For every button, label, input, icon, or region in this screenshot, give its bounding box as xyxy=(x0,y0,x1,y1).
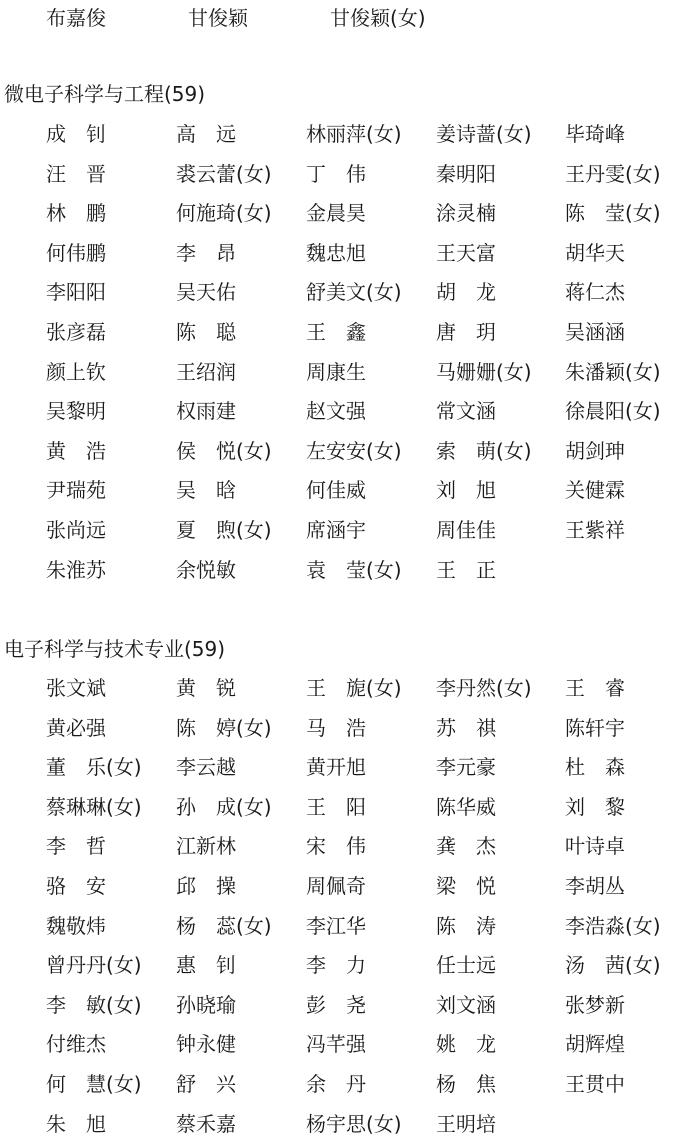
name-cell: 冯芊强 xyxy=(306,1032,366,1057)
name-cell: 蔡琳琳(女) xyxy=(46,794,142,819)
name-cell: 苏 祺 xyxy=(436,715,496,740)
name-cell: 王天富 xyxy=(436,240,496,265)
name-cell: 甘俊颖(女) xyxy=(330,6,426,30)
name-cell: 胡华天 xyxy=(565,240,625,265)
name-cell: 何施琦(女) xyxy=(176,201,272,226)
name-row xyxy=(0,472,674,508)
name-cell: 江新林 xyxy=(176,834,236,859)
name-cell: 杨 焦 xyxy=(436,1072,496,1096)
name-cell: 杨宇思(女) xyxy=(306,1111,402,1136)
name-cell: 骆 安 xyxy=(46,874,106,898)
name-row xyxy=(0,789,674,825)
section-heading-electronic-science: 电子科学与技术专业(59) xyxy=(4,637,226,661)
name-cell: 甘俊颖 xyxy=(188,6,248,30)
name-cell: 刘 旭 xyxy=(436,478,496,503)
name-cell: 张文斌 xyxy=(46,676,106,700)
name-cell: 任士远 xyxy=(436,953,496,978)
name-cell: 姚 龙 xyxy=(436,1032,496,1057)
name-cell: 汤 茜(女) xyxy=(565,953,661,978)
name-row xyxy=(0,314,674,350)
name-cell: 李胡丛 xyxy=(565,874,625,898)
name-cell: 裘云蕾(女) xyxy=(176,161,272,186)
name-cell: 蔡禾嘉 xyxy=(176,1111,236,1136)
name-row xyxy=(0,1106,674,1142)
name-cell: 胡辉煌 xyxy=(565,1032,625,1057)
name-cell: 何 慧(女) xyxy=(46,1072,142,1096)
name-cell: 权雨建 xyxy=(176,399,236,424)
name-cell: 陈轩宇 xyxy=(565,715,625,740)
name-cell: 李 昂 xyxy=(176,240,236,265)
name-cell: 王 旎(女) xyxy=(306,676,402,700)
name-cell: 涂灵楠 xyxy=(436,201,496,226)
name-cell: 王绍润 xyxy=(176,359,236,384)
name-row xyxy=(0,552,674,588)
name-cell: 宋 伟 xyxy=(306,834,366,859)
name-cell: 朱淮苏 xyxy=(46,557,106,582)
name-cell: 李 哲 xyxy=(46,834,106,859)
name-cell: 林 鹏 xyxy=(46,201,106,226)
name-row xyxy=(0,235,674,271)
name-cell: 董 乐(女) xyxy=(46,755,142,780)
name-row xyxy=(0,1066,674,1102)
name-cell: 周康生 xyxy=(306,359,366,384)
name-cell: 汪 晋 xyxy=(46,161,106,186)
name-row xyxy=(0,512,674,548)
name-cell: 何伟鹏 xyxy=(46,240,106,265)
name-cell: 李云越 xyxy=(176,755,236,780)
name-cell: 余悦敏 xyxy=(176,557,236,582)
name-cell: 蒋仁杰 xyxy=(565,280,625,305)
name-cell: 李 力 xyxy=(306,953,366,978)
name-cell: 林丽萍(女) xyxy=(306,122,402,146)
name-row xyxy=(0,354,674,390)
name-cell: 唐 玥 xyxy=(436,320,496,344)
name-cell: 吴涵涵 xyxy=(565,320,625,344)
name-cell: 王 正 xyxy=(436,557,496,582)
name-cell: 王 睿 xyxy=(565,676,625,700)
name-cell: 金晨昊 xyxy=(306,201,366,226)
name-cell: 张尚远 xyxy=(46,518,106,542)
name-cell: 尹瑞苑 xyxy=(46,478,106,503)
name-cell: 李阳阳 xyxy=(46,280,106,305)
name-cell: 王 鑫 xyxy=(306,320,366,344)
name-cell: 邱 操 xyxy=(176,874,236,898)
name-cell: 王丹雯(女) xyxy=(565,161,661,186)
name-row xyxy=(0,670,674,706)
name-cell: 夏 煦(女) xyxy=(176,518,272,542)
name-cell: 关健霖 xyxy=(565,478,625,503)
name-cell: 朱潘颖(女) xyxy=(565,359,661,384)
name-cell: 王明培 xyxy=(436,1111,496,1136)
name-cell: 彭 尧 xyxy=(306,992,366,1017)
name-row xyxy=(0,828,674,864)
name-cell: 杜 森 xyxy=(565,755,625,780)
name-cell: 曾丹丹(女) xyxy=(46,953,142,978)
name-cell: 王紫祥 xyxy=(565,518,625,542)
name-cell: 左安安(女) xyxy=(306,438,402,463)
name-cell: 成 钊 xyxy=(46,122,106,146)
top-name-row xyxy=(0,0,674,36)
name-cell: 胡 龙 xyxy=(436,280,496,305)
name-cell: 梁 悦 xyxy=(436,874,496,898)
name-cell: 吴黎明 xyxy=(46,399,106,424)
name-cell: 李 敏(女) xyxy=(46,992,142,1017)
name-cell: 朱 旭 xyxy=(46,1111,106,1136)
name-cell: 陈 聪 xyxy=(176,320,236,344)
name-cell: 刘文涵 xyxy=(436,992,496,1017)
name-row xyxy=(0,393,674,429)
name-cell: 付维杰 xyxy=(46,1032,106,1057)
name-row xyxy=(0,947,674,983)
name-cell: 袁 莹(女) xyxy=(306,557,402,582)
name-cell: 黄开旭 xyxy=(306,755,366,780)
name-row xyxy=(0,274,674,310)
name-cell: 黄必强 xyxy=(46,715,106,740)
name-cell: 舒 兴 xyxy=(176,1072,236,1096)
name-cell: 孙晓瑜 xyxy=(176,992,236,1017)
name-cell: 孙 成(女) xyxy=(176,794,272,819)
name-cell: 龚 杰 xyxy=(436,834,496,859)
name-cell: 张梦新 xyxy=(565,992,625,1017)
name-cell: 李元豪 xyxy=(436,755,496,780)
name-row xyxy=(0,156,674,192)
name-cell: 钟永健 xyxy=(176,1032,236,1057)
name-cell: 马姗姗(女) xyxy=(436,359,532,384)
name-row xyxy=(0,116,674,152)
name-cell: 常文涵 xyxy=(436,399,496,424)
name-cell: 李江华 xyxy=(306,913,366,938)
name-cell: 刘 黎 xyxy=(565,794,625,819)
name-cell: 侯 悦(女) xyxy=(176,438,272,463)
name-cell: 姜诗蔷(女) xyxy=(436,122,532,146)
name-cell: 高 远 xyxy=(176,122,236,146)
section-heading-microelectronics: 微电子科学与工程(59) xyxy=(4,82,206,106)
name-cell: 布嘉俊 xyxy=(46,6,106,30)
name-row xyxy=(0,195,674,231)
name-cell: 魏忠旭 xyxy=(306,240,366,265)
name-row xyxy=(0,749,674,785)
name-cell: 吴天佑 xyxy=(176,280,236,305)
name-row xyxy=(0,868,674,904)
name-cell: 惠 钊 xyxy=(176,953,236,978)
name-cell: 杨 蕊(女) xyxy=(176,913,272,938)
name-cell: 王 阳 xyxy=(306,794,366,819)
name-cell: 陈华威 xyxy=(436,794,496,819)
name-row xyxy=(0,710,674,746)
name-cell: 陈 莹(女) xyxy=(565,201,661,226)
name-cell: 马 浩 xyxy=(306,715,366,740)
name-cell: 魏敬炜 xyxy=(46,913,106,938)
name-cell: 周佩奇 xyxy=(306,874,366,898)
name-row xyxy=(0,908,674,944)
name-cell: 秦明阳 xyxy=(436,161,496,186)
name-cell: 赵文强 xyxy=(306,399,366,424)
name-cell: 陈 婷(女) xyxy=(176,715,272,740)
name-cell: 索 萌(女) xyxy=(436,438,532,463)
name-cell: 周佳佳 xyxy=(436,518,496,542)
name-cell: 黄 浩 xyxy=(46,438,106,463)
name-cell: 李浩淼(女) xyxy=(565,913,661,938)
name-cell: 余 丹 xyxy=(306,1072,366,1096)
name-cell: 胡剑珅 xyxy=(565,438,625,463)
name-cell: 陈 涛 xyxy=(436,913,496,938)
name-cell: 张彦磊 xyxy=(46,320,106,344)
name-cell: 黄 锐 xyxy=(176,676,236,700)
name-cell: 何佳威 xyxy=(306,478,366,503)
name-row xyxy=(0,433,674,469)
name-row xyxy=(0,1026,674,1062)
name-cell: 王贯中 xyxy=(565,1072,625,1096)
name-cell: 舒美文(女) xyxy=(306,280,402,305)
name-cell: 李丹然(女) xyxy=(436,676,532,700)
name-cell: 丁 伟 xyxy=(306,161,366,186)
name-cell: 颜上钦 xyxy=(46,359,106,384)
name-cell: 吴 晗 xyxy=(176,478,236,503)
name-cell: 徐晨阳(女) xyxy=(565,399,661,424)
name-cell: 毕琦峰 xyxy=(565,122,625,146)
name-cell: 席涵宇 xyxy=(306,518,366,542)
name-cell: 叶诗卓 xyxy=(565,834,625,859)
name-row xyxy=(0,987,674,1023)
